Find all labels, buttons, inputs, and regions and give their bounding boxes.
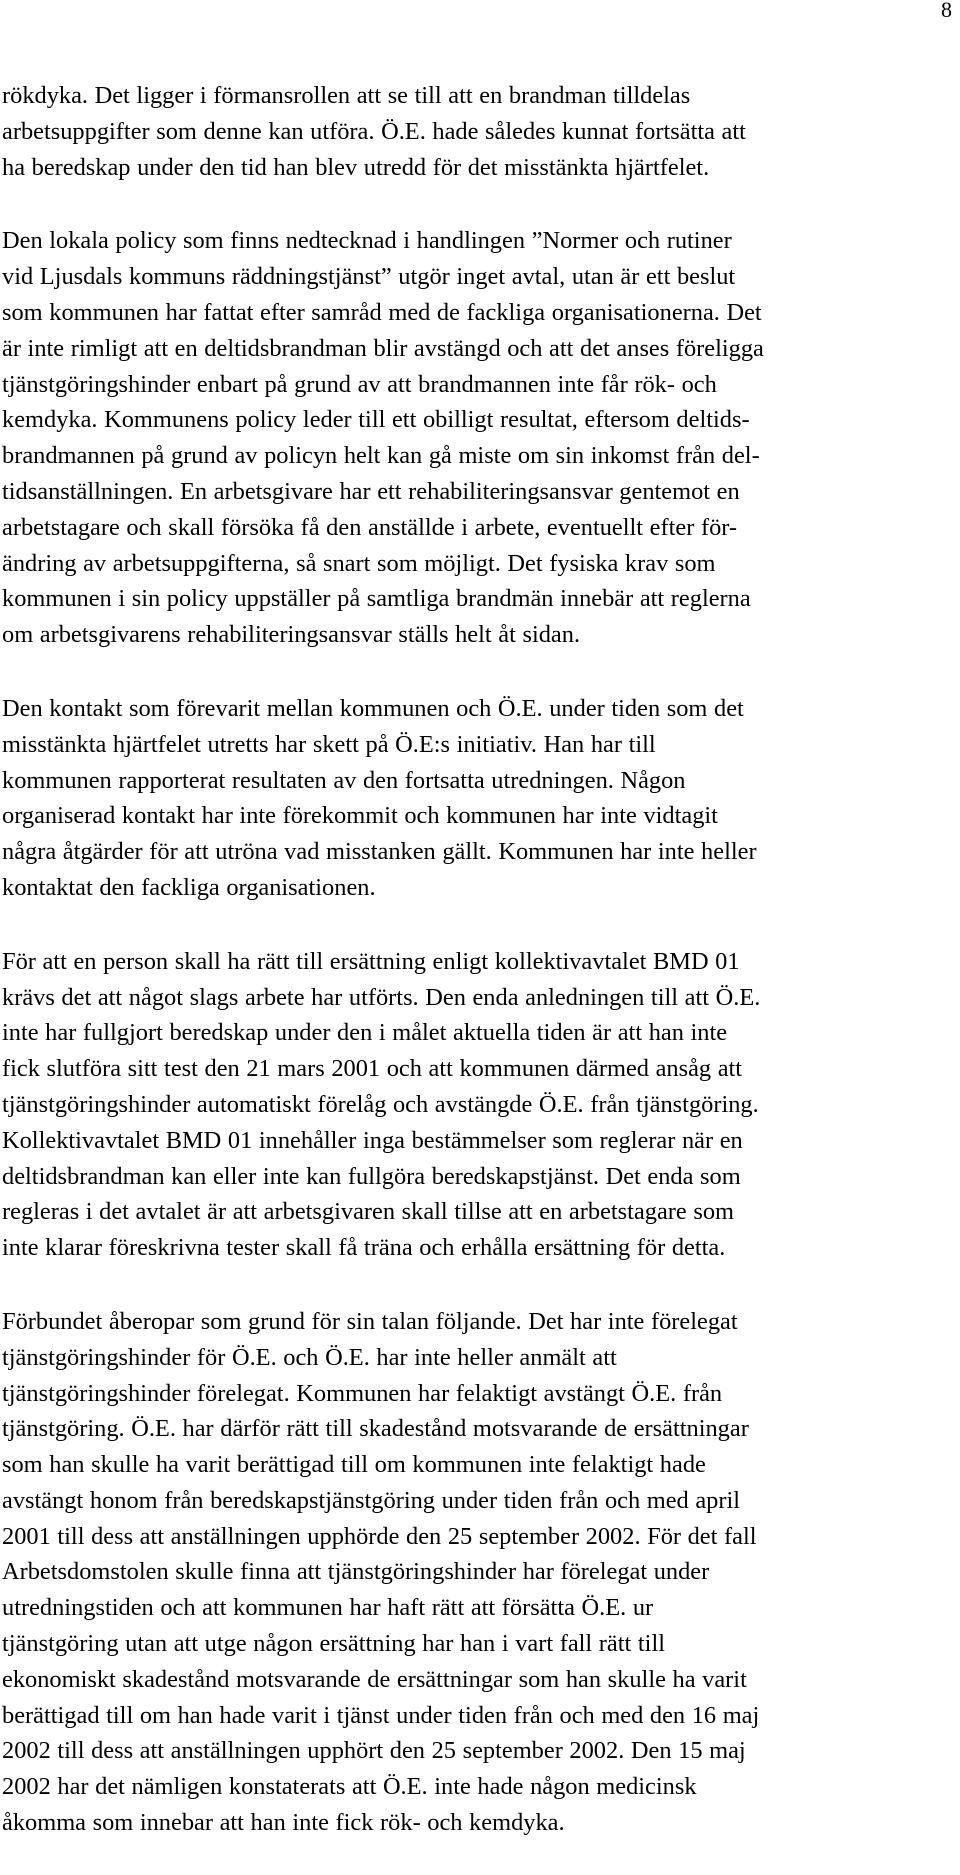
text-line: tjänstgöringshinder förelegat. Kommunen har felaktigt avstängt Ö.E. från <box>2 1379 723 1407</box>
text-line: tjänstgöringshinder automatiskt förelåg och avstängde Ö.E. från tjänstgöring. <box>2 1090 759 1118</box>
text-line: För att en person skall ha rätt till ersättning enligt kollektivavtalet BMD 01 <box>2 947 740 975</box>
document-body <box>2 78 952 1875</box>
text-line: deltidsbrandman kan eller inte kan fullgöra beredskapstjänst. Det enda som <box>2 1162 741 1190</box>
text-line: åkomma som innebar att han inte fick rök- och kemdyka. <box>2 1809 565 1837</box>
text-line: vid Ljusdals kommuns räddningstjänst” utgör inget avtal, utan är ett beslut <box>2 263 736 291</box>
text-line: tjänstgöring utan att utge någon ersättning har han i vart fall rätt till <box>2 1630 666 1658</box>
text-line: Den lokala policy som finns nedtecknad i handlingen ”Normer och rutiner <box>2 227 732 255</box>
text-line: inte klarar föreskrivna tester skall få träna och erhålla ersättning för detta. <box>2 1234 726 1262</box>
text-line: ha beredskap under den tid han blev utredd för det misstänkta hjärtfelet. <box>2 153 710 181</box>
paragraph-2 <box>2 223 952 653</box>
text-line: Arbetsdomstolen skulle finna att tjänstgöringshinder har förelegat under <box>2 1558 710 1586</box>
text-line: utredningstiden och att kommunen har haft rätt att försätta Ö.E. ur <box>2 1594 654 1622</box>
text-line: brandmannen på grund av policyn helt kan gå miste om sin inkomst från del- <box>2 442 760 470</box>
text-line: Förbundet åberopar som grund för sin talan följande. Det har inte förelegat <box>2 1307 738 1335</box>
text-line: kontaktat den fackliga organisationen. <box>2 873 376 901</box>
text-line: som kommunen har fattat efter samråd med de fackliga organisationerna. Det <box>2 298 762 326</box>
text-line: 2002 till dess att anställningen upphört den 25 september 2002. Den 15 maj <box>2 1737 746 1765</box>
text-line: tidsanställningen. En arbetsgivare har ett rehabiliteringsansvar gentemot en <box>2 477 740 505</box>
paragraph-5 <box>2 1304 952 1841</box>
text-line: Kollektivavtalet BMD 01 innehåller inga bestämmelser som reglerar när en <box>2 1126 743 1154</box>
text-line: krävs det att något slags arbete har utförts. Den enda anledningen till att Ö.E. <box>2 983 761 1011</box>
text-line: inte har fullgjort beredskap under den i målet aktuella tiden är att han inte <box>2 1019 728 1047</box>
paragraph-3 <box>2 691 952 906</box>
text-line: organiserad kontakt har inte förekommit och kommunen har inte vidtagit <box>2 802 718 830</box>
text-line: 2001 till dess att anställningen upphörde den 25 september 2002. För det fall <box>2 1522 757 1550</box>
text-line: fick slutföra sitt test den 21 mars 2001 och att kommunen därmed ansåg att <box>2 1055 743 1083</box>
text-line: kommunen rapporterat resultaten av den fortsatta utredningen. Någon <box>2 766 686 794</box>
text-line: som han skulle ha varit berättigad till om kommunen inte felaktigt hade <box>2 1451 706 1479</box>
text-line: arbetstagare och skall försöka få den anställde i arbete, eventuellt efter för- <box>2 513 738 541</box>
text-line: berättigad till om han hade varit i tjänst under tiden från och med den 16 maj <box>2 1701 760 1729</box>
text-line: tjänstgöringshinder enbart på grund av att brandmannen inte får rök- och <box>2 370 717 398</box>
text-line: är inte rimligt att en deltidsbrandman blir avstängd och att det anses föreligga <box>2 334 764 362</box>
text-line: arbetsuppgifter som denne kan utföra. Ö.E. hade således kunnat fortsätta att <box>2 117 746 145</box>
text-line: om arbetsgivarens rehabiliteringsansvar ställs helt åt sidan. <box>2 621 581 649</box>
text-line: tjänstgöringshinder för Ö.E. och Ö.E. har inte heller anmält att <box>2 1343 617 1371</box>
text-line: regleras i det avtalet är att arbetsgivaren skall tillse att en arbetstagare som <box>2 1198 734 1226</box>
page-number: 8 <box>941 0 952 22</box>
text-line: tjänstgöring. Ö.E. har därför rätt till skadestånd motsvarande de ersättningar <box>2 1415 749 1443</box>
text-line: rökdyka. Det ligger i förmansrollen att se till att en brandman tilldelas <box>2 82 691 109</box>
text-line: kommunen i sin policy uppställer på samtliga brandmän innebär att reglerna <box>2 585 751 613</box>
text-line: avstängt honom från beredskapstjänstgöring under tiden från och med april <box>2 1486 741 1514</box>
text-line: Den kontakt som förevarit mellan kommunen och Ö.E. under tiden som det <box>2 694 744 722</box>
paragraph-1 <box>2 78 952 185</box>
text-line: ekonomiskt skadestånd motsvarande de ersättningar som han skulle ha varit <box>2 1665 747 1693</box>
text-line: misstänkta hjärtfelet utretts har skett på Ö.E:s initiativ. Han har till <box>2 730 656 758</box>
text-line: 2002 har det nämligen konstaterats att Ö.E. inte hade någon medicinsk <box>2 1773 697 1801</box>
text-line: kemdyka. Kommunens policy leder till ett obilligt resultat, eftersom deltids- <box>2 406 750 434</box>
text-line: några åtgärder för att utröna vad misstanken gällt. Kommunen har inte heller <box>2 838 757 866</box>
paragraph-4 <box>2 944 952 1266</box>
text-line: ändring av arbetsuppgifterna, så snart som möjligt. Det fysiska krav som <box>2 549 716 577</box>
